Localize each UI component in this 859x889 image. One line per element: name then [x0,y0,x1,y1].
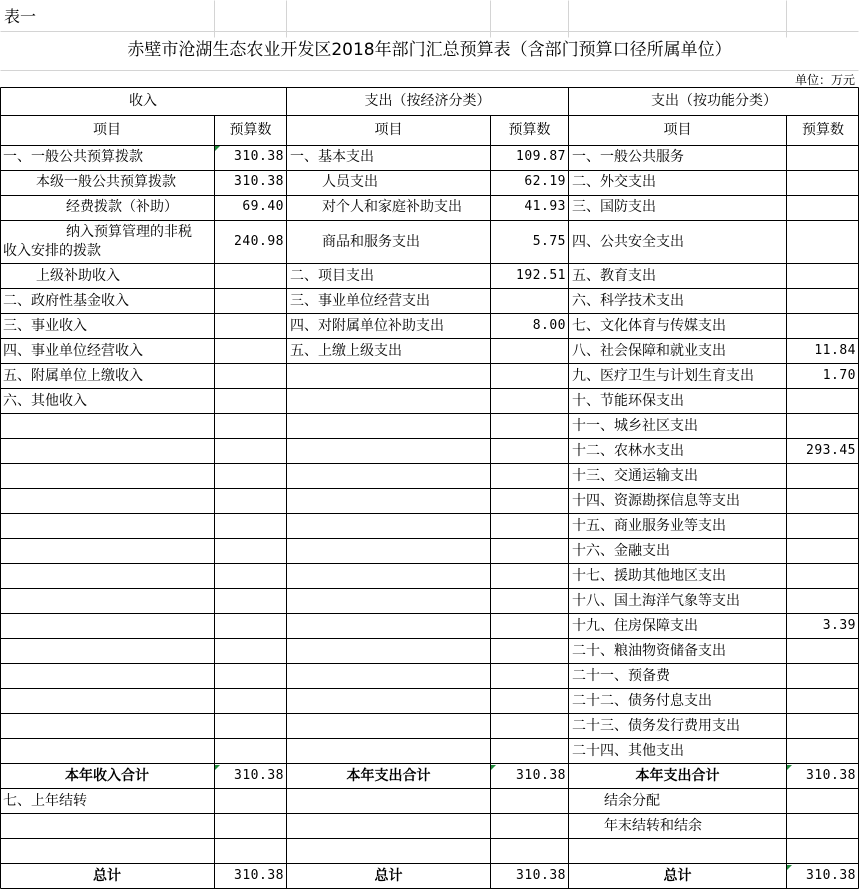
func-item-header: 项目 [663,122,692,138]
income-grand-total-label: 总计 [93,868,121,884]
econ-total-label: 本年支出合计 [346,768,431,784]
econ-row-amount: 62.19 [524,174,566,189]
func-row-amount: 3.39 [822,618,856,633]
income-row-label: 四、事业单位经营收入 [3,343,143,359]
func-row-label: 十五、商业服务业等支出 [572,518,726,534]
econ-row-label: 一、基本支出 [290,149,374,165]
econ-row-label: 商品和服务支出 [322,234,420,250]
income-row-label: 三、事业收入 [3,318,87,334]
econ-total-amount: 310.38 [516,768,566,783]
func-grand-total-amount: 310.38 [806,868,856,883]
income-item-header: 项目 [93,122,121,138]
func-row-label: 五、教育支出 [572,268,656,284]
func-row-label: 十二、农林水支出 [572,443,684,459]
income-total-label: 本年收入合计 [65,768,149,784]
econ-amount-header: 预算数 [508,122,551,138]
income-row-amount: 310.38 [234,174,284,189]
income-group-header: 收入 [129,93,157,109]
income-row-label: 五、附属单位上缴收入 [3,368,143,384]
econ-grand-total-label: 总计 [374,868,403,884]
econ-row-label: 五、上缴上级支出 [290,343,402,359]
econ-row-amount: 192.51 [516,268,566,283]
func-row-label: 十七、援助其他地区支出 [572,568,726,584]
econ-row-amount: 8.00 [532,318,566,333]
econ-row-label: 三、事业单位经营支出 [290,293,430,309]
econ-row-label: 二、项目支出 [290,268,374,284]
econ-item-header: 项目 [374,122,403,138]
cell-marker-icon [787,865,792,870]
func-amount-header: 预算数 [802,122,844,138]
func-row-amount: 1.70 [822,368,856,383]
econ-row-label: 对个人和家庭补助支出 [322,199,462,215]
income-row-amount: 69.40 [242,199,284,214]
income-grand-total-amount: 310.38 [234,868,284,883]
func-row-label: 十一、城乡社区支出 [572,418,698,434]
func-row-amount: 293.45 [806,443,856,458]
func-total-label: 本年支出合计 [635,768,720,784]
income-row-label: 上级补助收入 [36,268,120,284]
cell-marker-icon [491,765,496,770]
func-row-label: 二十三、债务发行费用支出 [572,718,740,734]
func-row-label: 六、科学技术支出 [572,293,684,309]
func-row-label: 二十、粮油物资储备支出 [572,643,726,659]
income-amount-header: 预算数 [229,122,272,138]
year-end-label: 年末结转和结余 [604,818,702,834]
func-grand-total-label: 总计 [663,868,692,884]
income-row-label: 纳入预算管理的非税 [66,224,192,240]
econ-row-amount: 5.75 [532,234,566,249]
econ-row-label: 人员支出 [322,174,378,190]
income-row-amount: 310.38 [234,149,284,164]
func-row-label: 十九、住房保障支出 [572,618,698,634]
econ-row-label: 四、对附属单位补助支出 [290,318,444,334]
func-total-amount: 310.38 [806,768,856,783]
econ-grand-total-amount: 310.38 [516,868,566,883]
func-row-label: 二十一、预备费 [572,668,670,684]
func-row-label: 九、医疗卫生与计划生育支出 [572,368,754,384]
func-row-label: 十六、金融支出 [572,543,670,559]
income-total-amount: 310.38 [234,768,284,783]
income-row-label: 本级一般公共预算拨款 [36,174,176,190]
func-expense-group-header: 支出（按功能分类） [651,93,777,109]
econ-row-amount: 109.87 [516,149,566,164]
cell-marker-icon [215,146,220,151]
cell-marker-icon [215,765,220,770]
func-row-label: 十八、国土海洋气象等支出 [572,593,740,609]
func-row-label: 十、节能环保支出 [572,393,684,409]
sheet-label: 表一 [4,7,37,26]
carryover-label: 七、上年结转 [3,793,87,809]
func-row-label: 三、国防支出 [572,199,656,215]
func-row-label: 二、外交支出 [572,174,656,190]
econ-row-amount: 41.93 [524,199,566,214]
econ-expense-group-header: 支出（按经济分类） [364,93,491,109]
income-row-label: 六、其他收入 [3,393,87,409]
income-row-label: 二、政府性基金收入 [3,293,129,309]
func-row-label: 七、文化体育与传媒支出 [572,318,726,334]
func-row-label: 十四、资源勘探信息等支出 [572,493,740,509]
func-row-label: 十三、交通运输支出 [572,468,698,484]
func-row-label: 四、公共安全支出 [572,234,684,250]
unit-label: 单位：万元 [794,73,855,87]
surplus-label: 结余分配 [604,793,660,809]
func-row-amount: 11.84 [814,343,856,358]
cell-marker-icon [787,765,792,770]
income-row-label-line2: 收入安排的拨款 [3,243,101,259]
page-title: 赤壁市沧湖生态农业开发区2018年部门汇总预算表（含部门预算口径所属单位） [127,40,732,60]
income-row-amount: 240.98 [234,234,284,249]
func-row-label: 八、社会保障和就业支出 [572,343,726,359]
func-row-label: 二十四、其他支出 [572,743,684,759]
income-row-label: 经费拨款（补助） [66,199,178,215]
func-row-label: 二十二、债务付息支出 [572,693,712,709]
func-row-label: 一、一般公共服务 [572,149,684,165]
income-row-label: 一、一般公共预算拨款 [3,149,143,165]
